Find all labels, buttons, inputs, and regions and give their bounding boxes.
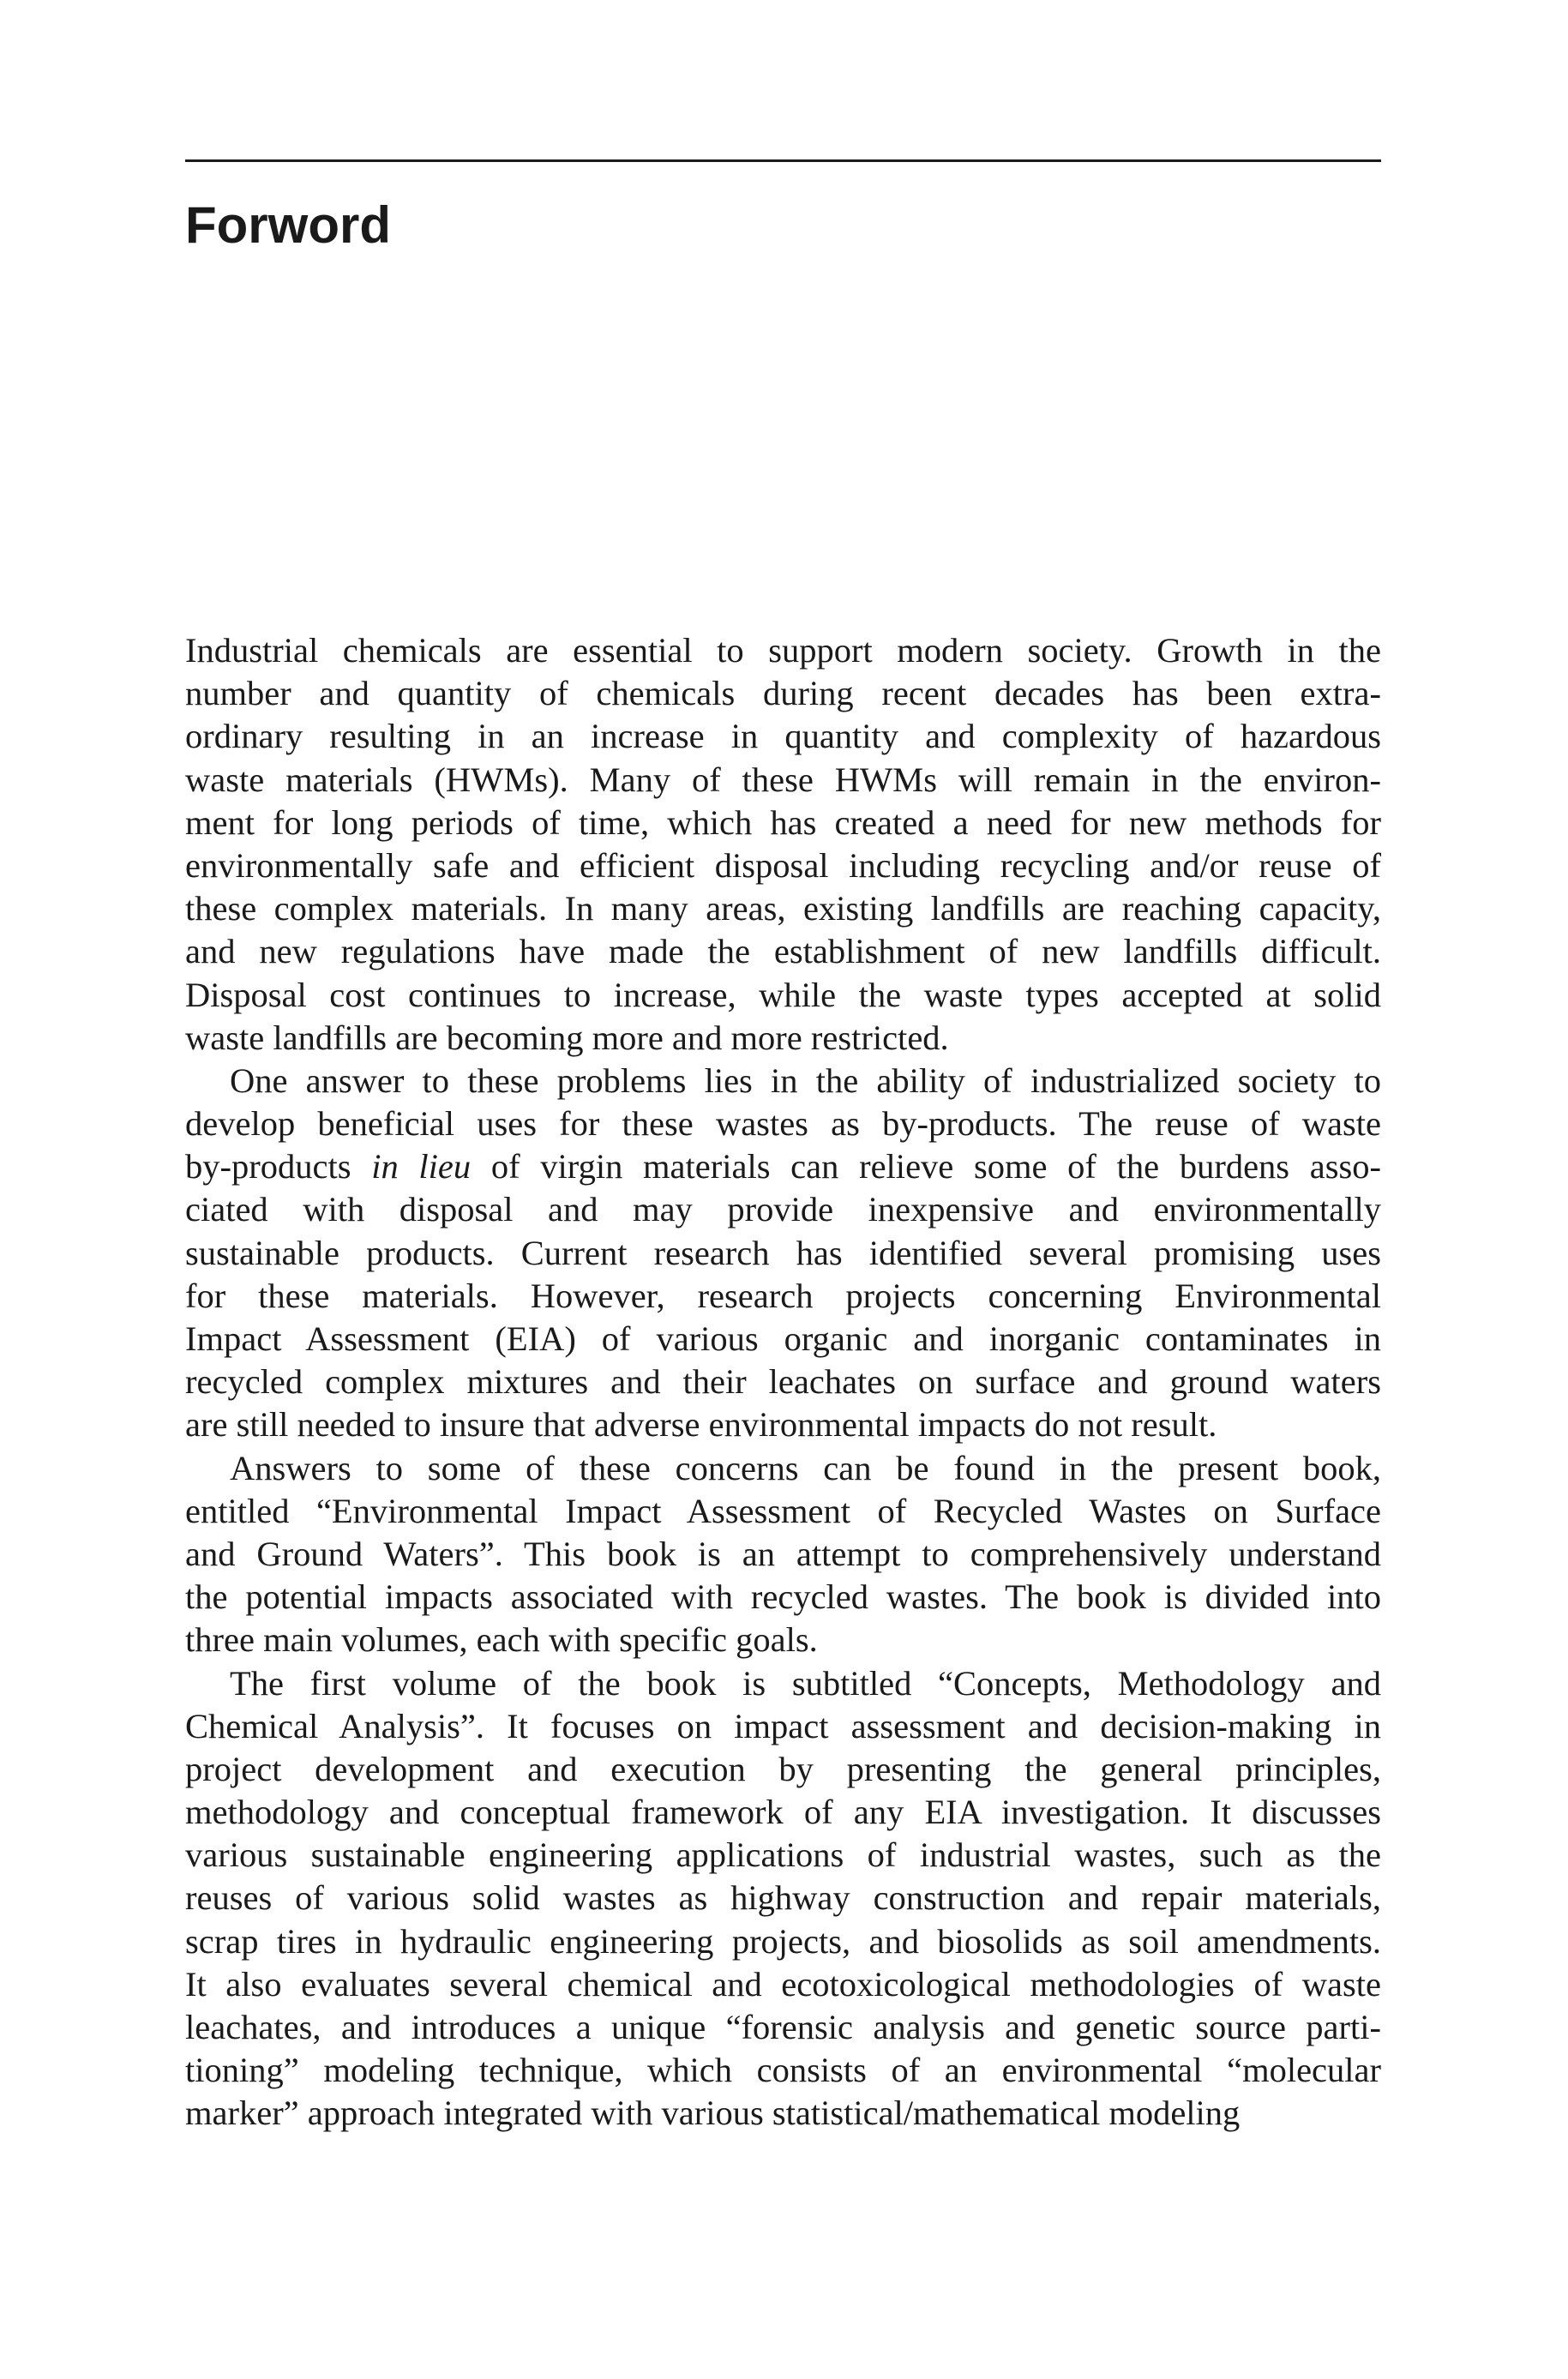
text-line: One answer to these problems lies in the ability of industrialized society to — [230, 1060, 1381, 1100]
text-line: various sustainable engineering applications of industrial wastes, such as the — [185, 1835, 1381, 1875]
text-line: waste landfills are becoming more and more restricted. — [185, 1018, 949, 1057]
text-line: and new regulations have made the establishment of new landfills difficult. — [185, 932, 1381, 971]
text-line: environmentally safe and efficient disposal including recycling and/or reuse of — [185, 845, 1381, 885]
text-line: waste materials (HWMs). Many of these HWMs will remain in the environ- — [185, 760, 1381, 799]
text-line: marker” approach integrated with various statistical/mathematical modeling — [185, 2094, 1241, 2133]
text-line: tioning” modeling technique, which consists of an environmental “molecular — [185, 2051, 1381, 2090]
text-line: project development and execution by presenting the general principles, — [185, 1749, 1381, 1788]
text-line: and Ground Waters”. This book is an attempt to comprehensively understand — [185, 1534, 1381, 1573]
text-line: Chemical Analysis”. It focuses on impact assessment and decision-making in — [185, 1706, 1381, 1745]
page-title: Forword — [185, 196, 391, 254]
paragraph — [185, 629, 1381, 1060]
text-line: sustainable products. Current research has identified several promising uses — [185, 1233, 1381, 1272]
text-line: these complex materials. In many areas, existing landfills are reaching capacity, — [185, 889, 1381, 928]
text-line: entitled “Environmental Impact Assessment of Recycled Wastes on Surface — [185, 1491, 1381, 1530]
text-line: ordinary resulting in an increase in quantity and complexity of hazardous — [185, 717, 1381, 756]
text-line: Industrial chemicals are essential to support modern society. Growth in the — [185, 631, 1381, 670]
text-line: number and quantity of chemicals during recent decades has been extra- — [185, 674, 1381, 713]
text-line: develop beneficial uses for these wastes as by-products. The reuse of waste — [185, 1104, 1381, 1144]
text-line: Answers to some of these concerns can be found in the present book, — [230, 1448, 1381, 1487]
text-line: are still needed to insure that adverse environmental impacts do not result. — [185, 1405, 1217, 1445]
text-line: by-products in lieu of virgin materials can relieve some of the burdens asso- — [185, 1147, 1381, 1186]
text-line: three main volumes, each with specific goals. — [185, 1620, 818, 1660]
text-line: leachates, and introduces a unique “forensic analysis and genetic source parti- — [185, 2008, 1381, 2046]
paragraph — [185, 1060, 1381, 1447]
text-line: for these materials. However, research projects concerning Environmental — [185, 1276, 1381, 1315]
text-line: Impact Assessment (EIA) of various organic and inorganic contaminates in — [185, 1319, 1381, 1358]
header-rule — [185, 159, 1381, 162]
text-line: ment for long periods of time, which has created a need for new methods for — [185, 802, 1381, 842]
text-line: the potential impacts associated with recycled wastes. The book is divided into — [185, 1577, 1381, 1617]
paragraph — [185, 1447, 1381, 1662]
text-line: recycled complex mixtures and their leachates on surface and ground waters — [185, 1362, 1381, 1402]
text-line: It also evaluates several chemical and ecotoxicological methodologies of waste — [185, 1964, 1381, 2004]
text-line: methodology and conceptual framework of any EIA investigation. It discusses — [185, 1793, 1381, 1832]
text-line: Disposal cost continues to increase, while the waste types accepted at solid — [185, 975, 1381, 1014]
text-line: The first volume of the book is subtitled “Concepts, Methodology and — [230, 1663, 1381, 1703]
body-text — [185, 629, 1381, 2136]
text-line: scrap tires in hydraulic engineering projects, and biosolids as soil amendments. — [185, 1921, 1381, 1961]
text-line: ciated with disposal and may provide inexpensive and environmentally — [185, 1190, 1381, 1229]
paragraph — [185, 1662, 1381, 2136]
text-line: reuses of various solid wastes as highway construction and repair materials, — [185, 1878, 1381, 1918]
